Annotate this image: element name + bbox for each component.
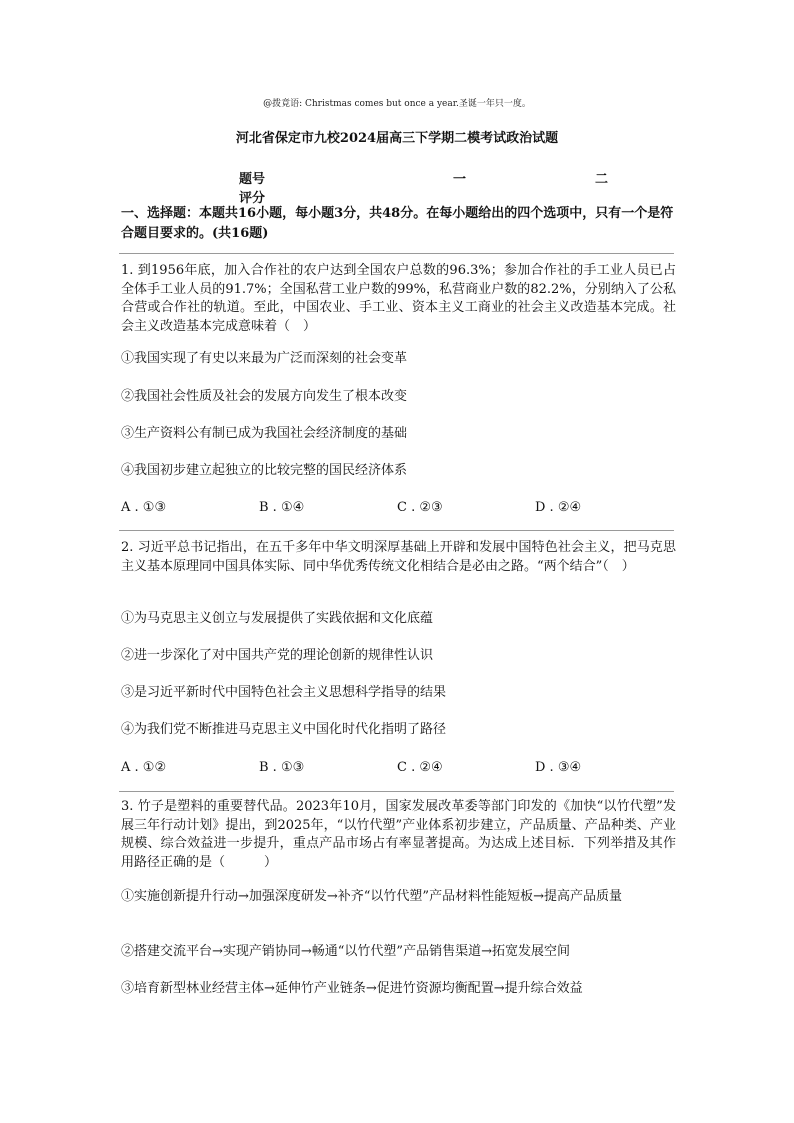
question-option: ③培育新型林业经营主体→延伸竹产业链条→促进竹资源均衡配置→提升综合效益 [121, 981, 583, 996]
question-stem: 2. 习近平总书记指出，在五千多年中华文明深厚基础上开辟和发展中国特色社会主义，把马克思主义基本原理同中国具体实际、同中华优秀传统文化相结合是必由之路。“两个结合”（ ） [121, 540, 676, 574]
question-option: ②搭建交流平台→实现产销协同→畅通“以竹代塑”产品销售渠道→拓宽发展空间 [121, 944, 570, 959]
score-table-row-label-score: 评分 [239, 191, 266, 206]
question-option: ②我国社会性质及社会的发展方向发生了根本改变 [121, 389, 408, 404]
answer-choice-c: C . ②③ [397, 500, 443, 515]
score-table-col-1: 一 [453, 172, 467, 187]
answer-choice-a: A . ①② [121, 760, 167, 775]
exam-title: 河北省保定市九校2024届高三下学期二模考试政治试题 [235, 131, 559, 146]
question-stem: 3. 竹子是塑料的重要替代品。2023年10月，国家发展改革委等部门印发的《加快“以竹代塑”发展三年行动计划》提出，到2025年，“以竹代塑”产业体系初步建立，产品质量、产品种类、产业规模、综合效益进一步提升，重点产品市场占有率显著提高。为达成上述目标．下列举措及其作用路径正确的是（ ） [121, 799, 676, 870]
question-option: ④为我们党不断推进马克思主义中国化时代化指明了路径 [121, 722, 447, 737]
answer-choice-b: B . ①③ [259, 760, 305, 775]
question-option: ③生产资料公有制已成为我国社会经济制度的基础 [121, 426, 408, 441]
answer-choice-a: A . ①③ [121, 500, 167, 515]
answer-choice-c: C . ②④ [397, 760, 443, 775]
question-stem: 1. 到1956年底，加入合作社的农户达到全国农户总数的96.3%；参加合作社的手工业人员已占全体手工业人员的91.7%；全国私营工业户数的99%，私营商业户数的82.2%，分别纳入了公私合营或合作社的轨道。至此，中国农业、手工业、资本主义工商业的社会主义改造基本完成。社会主义改造基本完成意味着（ ） [121, 263, 676, 334]
question-option: ①实施创新提升行动→加强深度研发→补齐“以竹代塑”产品材料性能短板→提高产品质量 [121, 889, 622, 904]
question-option: ②进一步深化了对中国共产党的理论创新的规律性认识 [121, 648, 434, 663]
question-option: ①我国实现了有史以来最为广泛而深刻的社会变革 [121, 351, 408, 366]
score-table-col-2: 二 [595, 172, 609, 187]
section-heading: 一、选择题：本题共16小题，每小题3分，共48分。在每小题给出的四个选项中，只有一个是符合题目要求的。(共16题) [121, 206, 674, 241]
divider [119, 253, 674, 254]
answer-choice-d: D . ②④ [535, 500, 582, 515]
answer-choice-d: D . ③④ [535, 760, 582, 775]
divider [119, 791, 674, 792]
motto-header: @拨竟语: Christmas comes but once a year.圣诞一年只一度。 [263, 99, 531, 109]
score-table-row-label-question: 题号 [239, 172, 266, 187]
question-option: ④我国初步建立起独立的比较完整的国民经济体系 [121, 463, 408, 478]
divider [119, 530, 674, 531]
question-option: ③是习近平新时代中国特色社会主义思想科学指导的结果 [121, 685, 447, 700]
question-option: ①为马克思主义创立与发展提供了实践依据和文化底蕴 [121, 611, 434, 626]
answer-choice-b: B . ①④ [259, 500, 305, 515]
